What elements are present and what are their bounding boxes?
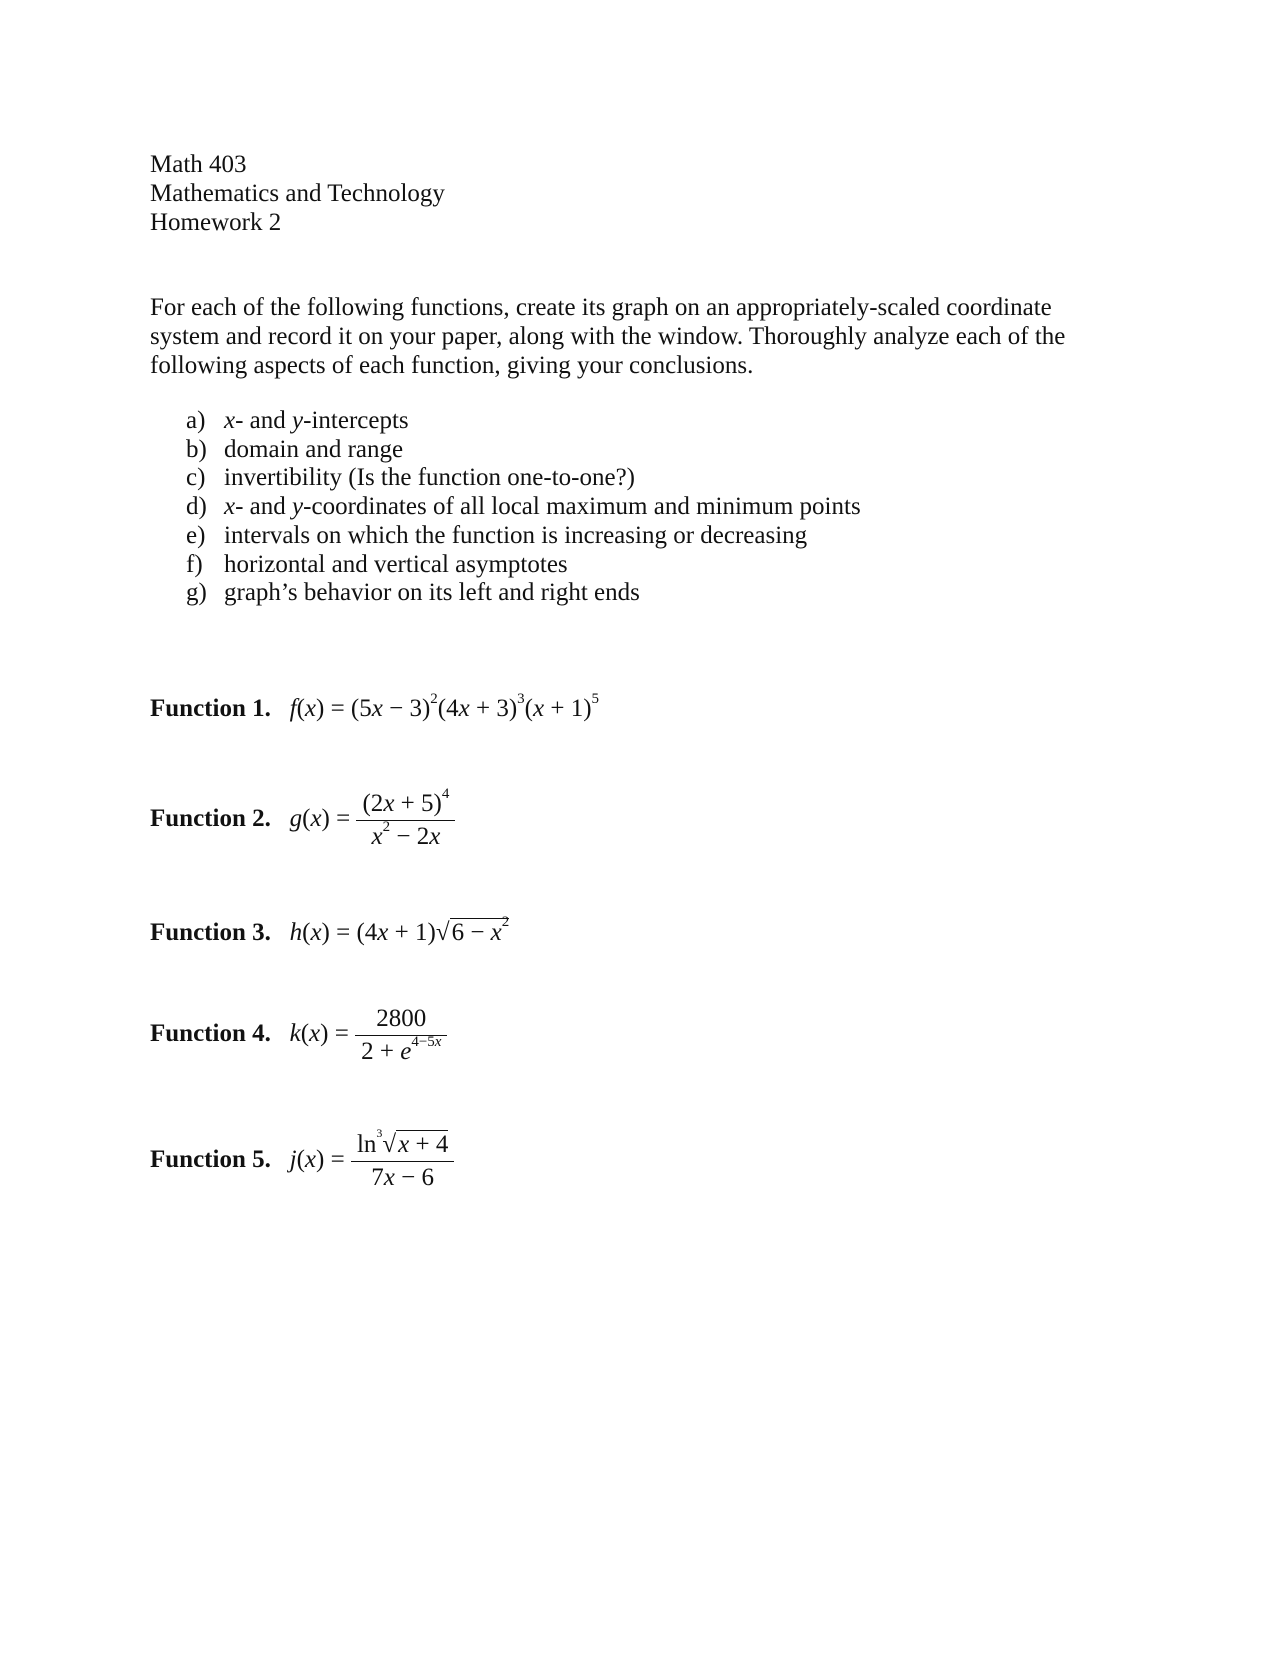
instructions-line-2: system and record it on your paper, along with the window. Thoroughly analyze each of the — [150, 323, 1066, 350]
list-item: e) intervals on which the function is increasing or decreasing — [186, 521, 808, 549]
assignment-title: Homework 2 — [150, 209, 282, 236]
function-1 — [150, 691, 600, 723]
function-3-formula: $h(x) = (4x + 1)√6 - x^2$ — [289, 914, 510, 946]
function-4-label: Function 4. — [150, 1020, 271, 1048]
list-item: a) x- and y-intercepts — [186, 407, 409, 434]
document-header — [150, 150, 445, 237]
list-item: c) invertibility (Is the function one-to-one?) — [186, 464, 635, 492]
list-item: b) domain and range — [186, 435, 404, 463]
instructions-paragraph — [150, 293, 1130, 380]
fraction: $\frac{2800}{2 + e^{4-5x}}$ — [355, 1005, 447, 1066]
function-5-label: Function 5. — [150, 1145, 271, 1173]
function-1-formula: $f(x) = (5x - 3)^2(4x + 3)^3(x + 1)^5$ — [289, 691, 600, 722]
function-2 — [150, 786, 455, 851]
function-3 — [150, 914, 510, 947]
fraction: $\frac{(2x + 5)^4}{x^2 - 2x}$ — [356, 790, 455, 851]
list-item: f) horizontal and vertical asymptotes — [186, 550, 568, 578]
function-1-label: Function 1. — [150, 695, 271, 722]
function-2-label: Function 2. — [150, 805, 271, 833]
instructions-line-3: following aspects of each function, giving your conclusions. — [150, 352, 754, 379]
list-item: d) x- and y-coordinates of all local maximum and minimum points — [186, 493, 861, 521]
course-title: Mathematics and Technology — [150, 180, 445, 207]
list-item: g) graph’s behavior on its left and right ends — [186, 579, 640, 607]
function-3-label: Function 3. — [150, 919, 271, 946]
instructions-line-1: For each of the following functions, create its graph on an appropriately-scaled coordinate — [150, 294, 1052, 321]
fraction: $\frac{\ln^3√x + 4}{7x - 6}$ — [351, 1130, 454, 1192]
function-5 — [150, 1126, 454, 1192]
function-2-formula: g(x) = $\frac{(2x + 5)^4}{x^2 - 2x}$ — [290, 805, 456, 832]
analysis-task-list — [186, 407, 861, 608]
function-4 — [150, 1005, 447, 1066]
course-number: Math 403 — [150, 151, 247, 178]
function-5-formula: j(x) = $\frac{\ln^3√x + 4}{7x - 6}$ — [290, 1146, 455, 1173]
function-4-formula: k(x) = $\frac{2800}{2 + e^{4-5x}}$ — [290, 1020, 448, 1047]
